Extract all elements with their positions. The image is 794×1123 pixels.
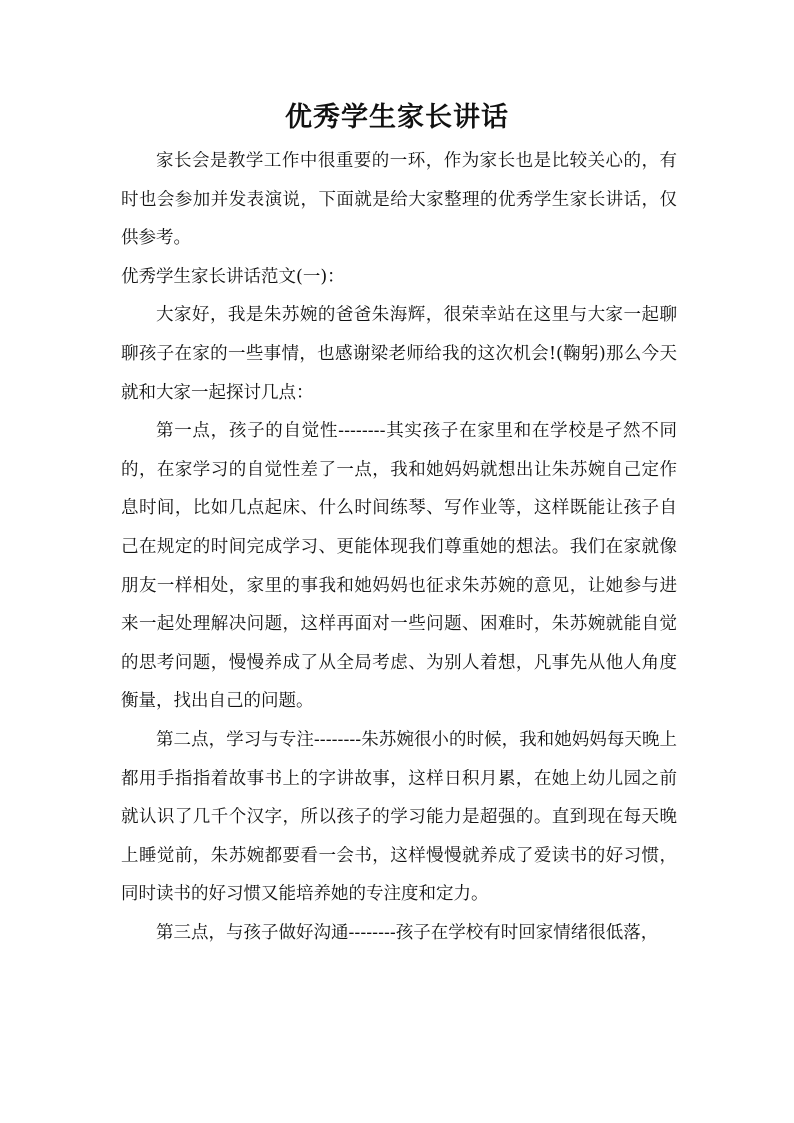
paragraph-intro: 家长会是教学工作中很重要的一环，作为家长也是比较关心的，有时也会参加并发表演说，下面就是给大家整理的优秀学生家长讲话，仅供参考。 — [121, 151, 677, 249]
document-body — [121, 142, 677, 952]
paragraph-point-two: 第二点，学习与专注--------朱苏婉很小的时候，我和她妈妈每天晚上都用手指指着故事书上的字讲故事，这样日积月累，在她上幼儿园之前就认识了几千个汉字，所以孩子的学习能力是超强的。直到现在每天晚上睡觉前，朱苏婉都要看一会书，这样慢慢就养成了爱读书的好习惯，同时读书的好习惯又能培养她的专注度和定力。 — [121, 729, 677, 905]
paragraph-greeting: 大家好，我是朱苏婉的爸爸朱海辉，很荣幸站在这里与大家一起聊聊孩子在家的一些事情，也感谢梁老师给我的这次机会!(鞠躬)那么今天就和大家一起探讨几点： — [121, 305, 677, 403]
document-title: 优秀学生家长讲话 — [285, 102, 509, 133]
paragraph-point-three: 第三点，与孩子做好沟通--------孩子在学校有时回家情绪很低落， — [156, 922, 659, 943]
paragraph-point-one: 第一点，孩子的自觉性--------其实孩子在家里和在学校是孑然不同的，在家学习的自觉性差了一点，我和她妈妈就想出让朱苏婉自己定作息时间，比如几点起床、什么时间练琴、写作业等，这样既能让孩子自己在规定的时间完成学习、更能体现我们尊重她的想法。我们在家就像朋友一样相处，家里的事我和她妈妈也征求朱苏婉的意见，让她参与进来一起处理解决问题，这样再面对一些问题、困难时，朱苏婉就能自觉的思考问题，慢慢养成了从全局考虑、为别人着想，凡事先从他人角度衡量，找出自己的问题。 — [121, 421, 677, 712]
section-heading: 优秀学生家长讲话范文(一)： — [121, 266, 345, 287]
